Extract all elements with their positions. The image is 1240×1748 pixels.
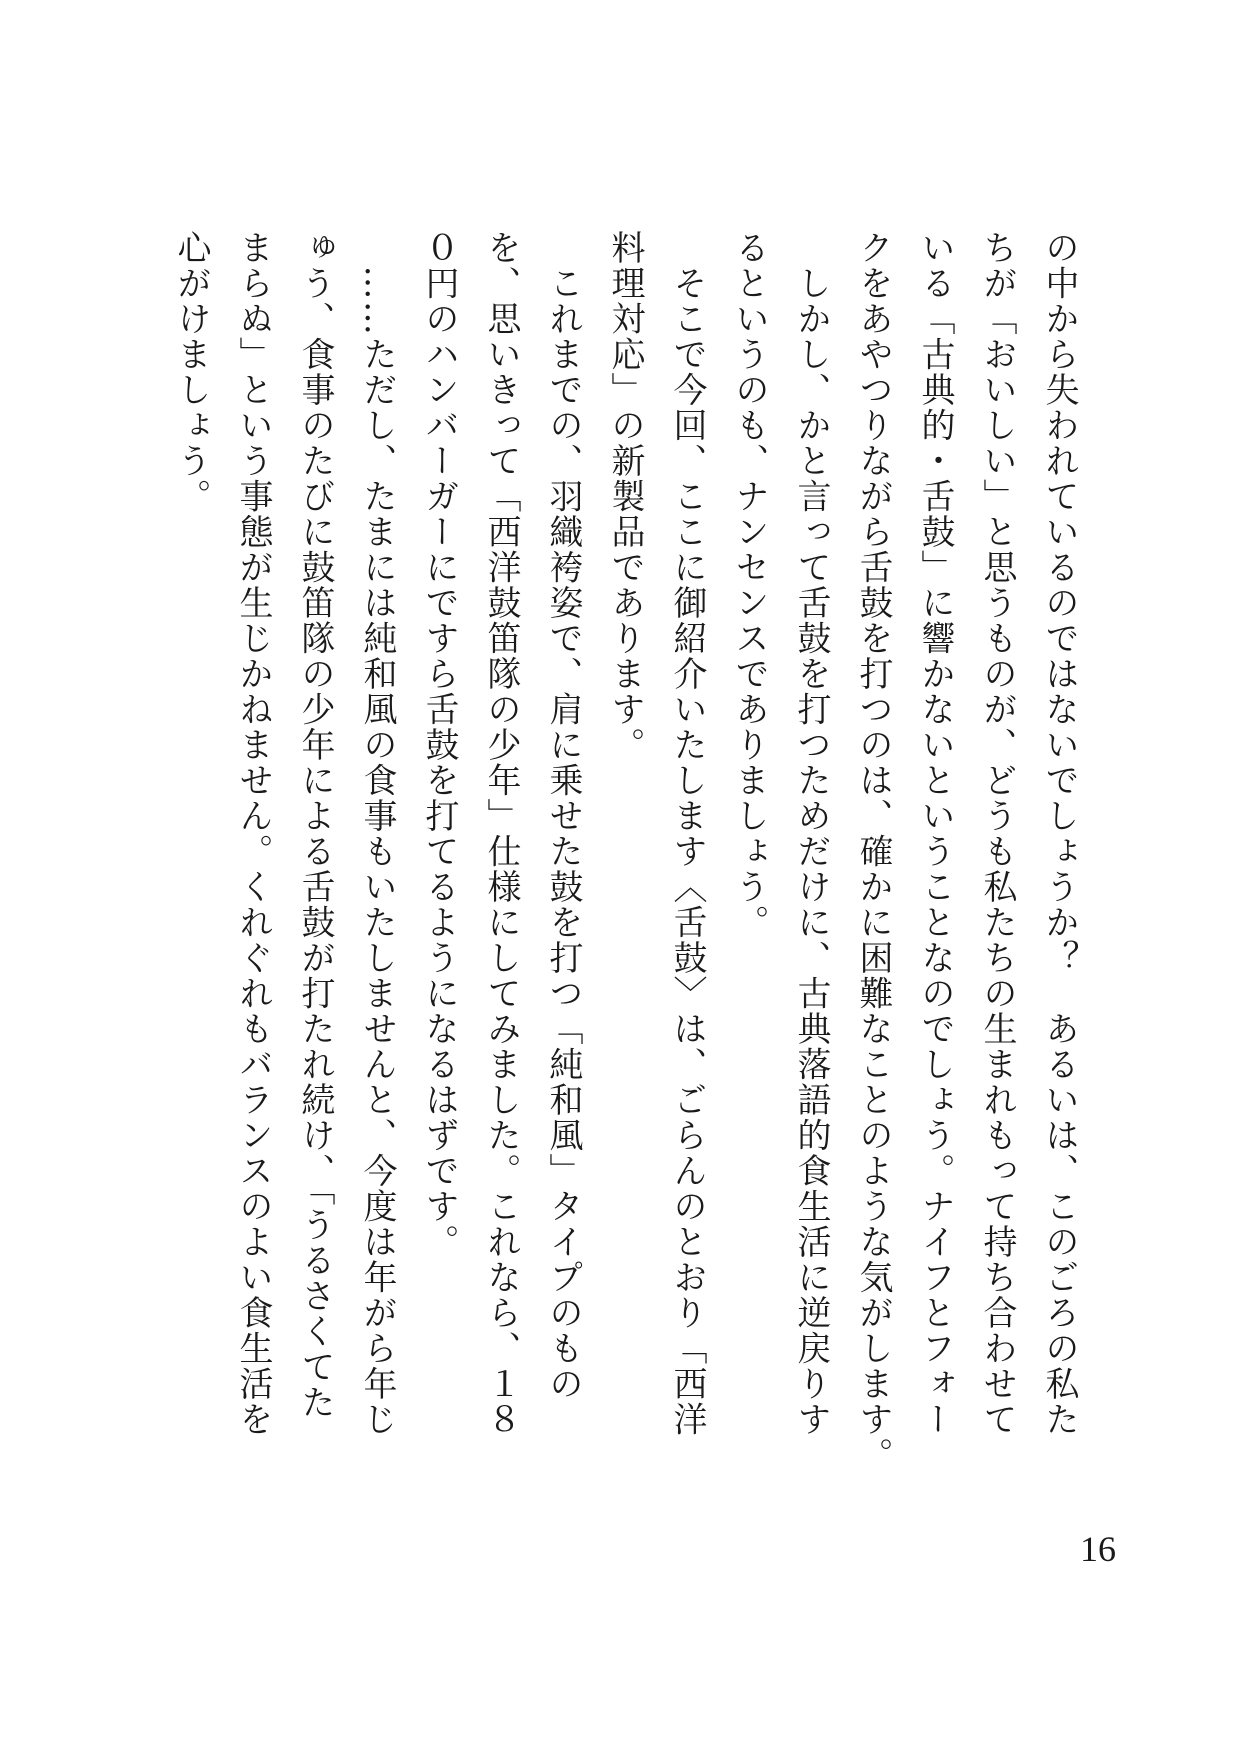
- text-line: ゅう、食事のたびに鼓笛隊の少年による舌鼓が打たれ続け、「うるさくてた: [295, 230, 335, 1420]
- text-line: を、思いきって「西洋鼓笛隊の少年」仕様にしてみました。これなら、１８: [481, 230, 521, 1437]
- text-line: の中から失われているのではないでしょうか？ あるいは、このごろの私た: [1039, 230, 1079, 1437]
- text-line: そこで今回、ここに御紹介いたします〈舌鼓〉は、ごらんのとおり「西洋: [667, 230, 707, 1437]
- text-line: いる「古典的・舌鼓」に響かないということなのでしょう。ナイフとフォー: [915, 230, 955, 1437]
- text-line: これまでの、羽織袴姿で、肩に乗せた鼓を打つ「純和風」タイプのもの: [543, 230, 583, 1402]
- text-line: ……ただし、たまには純和風の食事もいたしませんと、今度は年がら年じ: [357, 230, 397, 1437]
- text-line: るというのも、ナンセンスでありましょう。: [729, 230, 769, 940]
- text-line: まらぬ」という事態が生じかねません。くれぐれもバランスのよい食生活を: [233, 230, 273, 1437]
- text-line: ０円のハンバーガーにですら舌鼓を打てるようになるはずです。: [419, 230, 459, 1260]
- text-line: ちが「おいしい」と思うものが、どうも私たちの生まれもって持ち合わせて: [977, 230, 1017, 1437]
- body-text: [130, 230, 1090, 1530]
- text-line: しかし、かと言って舌鼓を打つためだけに、古典落語的食生活に逆戻りす: [791, 230, 831, 1437]
- text-line: 料理対応」の新製品であります。: [605, 230, 645, 763]
- text-line: 心がけましょう。: [171, 230, 211, 514]
- text-line: クをあやつりながら舌鼓を打つのは、確かに困難なことのような気がします。: [853, 230, 893, 1473]
- page-number: 16: [1080, 1529, 1116, 1569]
